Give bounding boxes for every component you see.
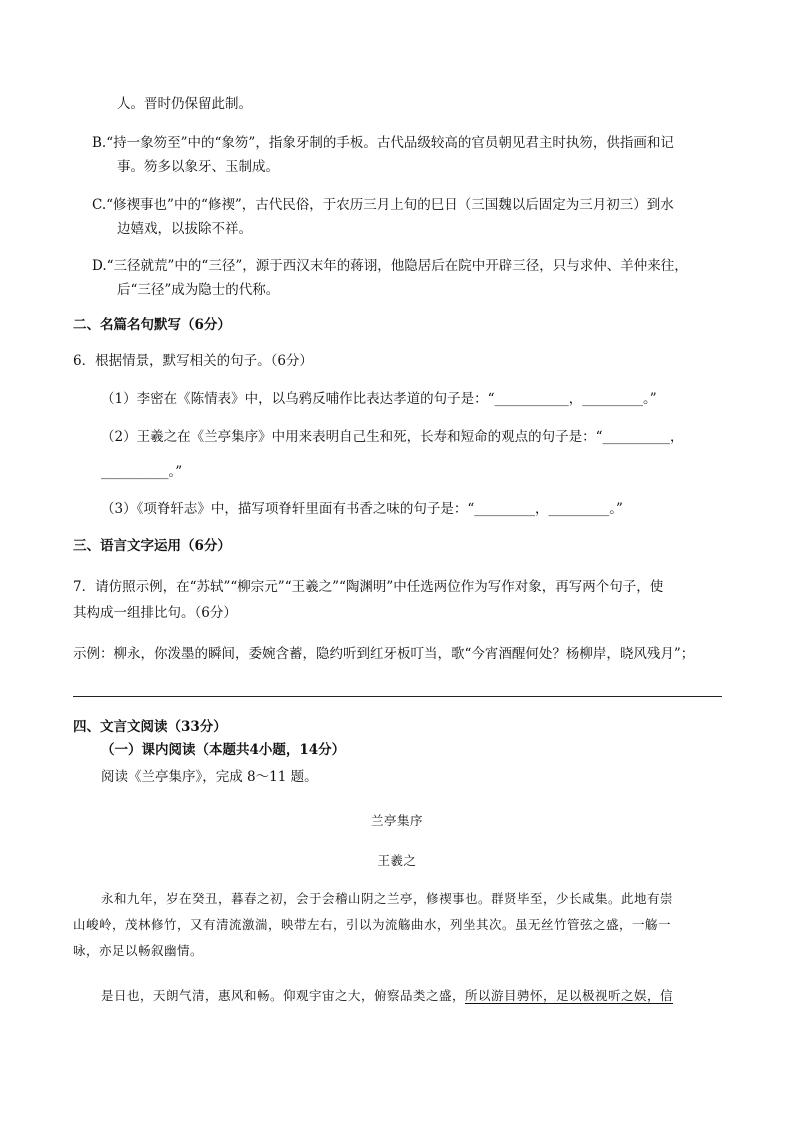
option-c-line2: 边嬉戏，以拔除不祥。 <box>117 221 252 237</box>
question-6: 6．根据情景，默写相关的句子。（6分） <box>73 353 313 369</box>
section-4-heading: 四、文言文阅读（33分） <box>73 719 227 735</box>
passage-p1-line1: 永和九年，岁在癸丑，暮春之初，会于会稽山阴之兰亭，修禊事也。群贤毕至，少长咸集。此地有崇 <box>101 891 674 906</box>
answer-line <box>73 696 722 697</box>
question-7-example: 示例：柳永，你泼墨的瞬间，委婉含蓄，隐约听到红牙板叮当，歌“今宵酒醒何处？杨柳岸，晓风残月”； <box>73 646 695 662</box>
option-c-line1: C.“修禊事也”中的“修禊”，古代民俗，于农历三月上旬的巳日（三国魏以后固定为三月初三）到水 <box>92 197 674 213</box>
reading-instruction: 阅读《兰亭集序》，完成 8～11 题。 <box>101 769 318 785</box>
option-b-line2: 事。笏多以象牙、玉制成。 <box>117 159 279 175</box>
question-6-2-line2: __________。” <box>101 464 183 480</box>
option-b-line1: B.“持一象笏至”中的“象笏”，指象牙制的手板。古代品级较高的官员朝见君主时执笏，供指画和记 <box>92 135 674 151</box>
question-7-line1: 7．请仿照示例，在“苏轼”“柳宗元”“王羲之”“陶渊明”中任选两位作为写作对象，再写两个句子，使 <box>73 579 664 595</box>
subsection-1-heading: （一）课内阅读（本题共4小题，14分） <box>101 742 346 758</box>
line-l1: 人。晋时仍保留此制。 <box>117 96 252 112</box>
option-d-line2: 后“三径”成为隐士的代称。 <box>117 282 280 298</box>
question-7-line2: 其构成一组排比句。（6分） <box>73 605 237 621</box>
section-2-heading: 二、名篇名句默写（6分） <box>73 317 231 333</box>
passage-p2-text: 是日也，天朗气清，惠风和畅。仰观宇宙之大，俯察品类之盛， <box>101 988 466 1003</box>
passage-title: 兰亭集序 <box>370 813 423 828</box>
question-6-3: （3）《项脊轩志》中，描写项脊轩里面有书香之味的句子是：“_________，_________。” <box>101 501 623 517</box>
passage-p1-line2: 山峻岭，茂林修竹，又有清流激湍，映带左右，引以为流觞曲水，列坐其次。虽无丝竹管弦之盛，一觞一 <box>73 917 672 932</box>
passage-p2-line1 <box>101 987 673 1005</box>
passage-author: 王羲之 <box>377 853 417 868</box>
question-6-1: （1）李密在《陈情表》中，以乌鸦反哺作比表达孝道的句子是：“___________，_________。” <box>101 391 657 407</box>
question-6-2-line1: （2）王羲之在《兰亭集序》中用来表明自己生和死，长寿和短命的观点的句子是：“__________， <box>101 429 684 445</box>
passage-p1-line3: 咏，亦足以畅叙幽情。 <box>73 943 204 958</box>
section-3-heading: 三、语言文字运用（6分） <box>73 538 231 554</box>
option-d-line1: D.“三径就荒”中的“三径”，源于西汉末年的蒋诩，他隐居后在院中开辟三径，只与求仲、羊仲来往， <box>92 258 688 274</box>
passage-p2-underlined: 所以游目骋怀，足以极视听之娱，信 <box>465 988 674 1003</box>
